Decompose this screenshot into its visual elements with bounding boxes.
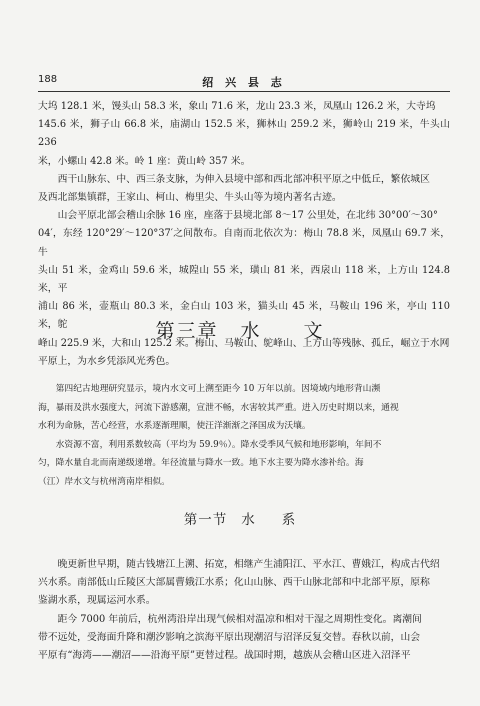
text-line: 大坞 128.1 米，馒头山 58.3 米，象山 71.6 米，龙山 23.3 米，凤凰山 126.2 米，大寺坞 bbox=[38, 101, 436, 112]
text-line: 米，小螺山 42.8 米。岭 1 座：黄山岭 357 米。 bbox=[38, 155, 251, 167]
text-line: 晚更新世早期，随古钱塘江上溯、拓宽，相继产生浦阳江、平水江、曹娥江，构成古代绍 bbox=[57, 559, 440, 570]
text-line: 西干山脉东、中、西三条支脉，为伸入县境中部和西北部冲积平原之中低丘，繁依城区 bbox=[57, 173, 430, 185]
text-line: 山会平原北部会稽山余脉 16 座，座落于县境北部 8～17 公里处，在北纬 30°00′～30° bbox=[57, 210, 438, 222]
text-line: 04′，东经 120°29′～120°37′之间散布。自南而北依次为：梅山 78.8 米，凤凰山 69.7 米，牛 bbox=[38, 228, 450, 258]
page-header bbox=[38, 74, 450, 90]
text-line: 145.6 米，狮子山 66.8 米，庙湖山 152.5 米，狮林山 259.2 米，狮岭山 219 米，牛头山 236 bbox=[38, 119, 450, 149]
text-line: 头山 51 米，金鸡山 59.6 米，城隍山 55 米，璜山 81 米，西扆山 118 米，上方山 124.8 米，平 bbox=[38, 264, 450, 295]
text-line: 鉴湖水系，现属运河水系。 bbox=[38, 595, 156, 607]
header-rule bbox=[38, 91, 450, 92]
text-line: 兴水系。南部低山丘陵区大部属曹娥江水系；化山山脉、西干山脉北部和中北部平原，原称 bbox=[38, 577, 430, 589]
chapter-intro bbox=[38, 380, 450, 492]
section-title bbox=[0, 508, 480, 528]
page-number: 188 bbox=[38, 74, 58, 85]
paragraph-continued bbox=[38, 98, 450, 171]
text-line: 第四纪古地理研究显示，境内水文可上溯至距今 10 万年以前。因境域内地形背山濒 bbox=[55, 384, 381, 394]
paragraph-xigan bbox=[38, 171, 450, 207]
text-line: 匀，降水量自北而南递级递增。年径流量与降水一致。地下水主要为降水渗补给。海 bbox=[38, 458, 364, 469]
text-line: 海，暴雨及洪水强度大，河流下游感潮，宣泄不畅，水害较其严重。进入历史时期以来，通视 bbox=[38, 402, 399, 413]
text-line: （江）岸水文与杭州湾南岸相似。 bbox=[38, 476, 170, 487]
text-line: 峰山 225.9 米，大和山 125.2 米。梅山、马鞍山、鸵峰山、上方山等残脉、孤丘，崛立于水网 bbox=[38, 337, 450, 349]
chapter-title bbox=[0, 316, 480, 343]
text-line: 带不远处，受海面升降和潮汐影响之滨海平原出现潮沼与沼泽反复交替。春秋以前，山会 bbox=[38, 631, 421, 643]
section-title-char: 系 bbox=[281, 512, 297, 528]
paragraph-shanhui bbox=[38, 207, 450, 371]
paragraph-late-pleistocene bbox=[38, 556, 450, 611]
intro-paragraph bbox=[38, 436, 450, 492]
intro-paragraph bbox=[38, 380, 450, 436]
running-title: 绍 兴 县 志 bbox=[202, 76, 286, 89]
section-title-char: 水 bbox=[241, 512, 256, 528]
text-line: 平原上，为水乡凭添风光秀色。 bbox=[38, 355, 176, 367]
bottom-text-block bbox=[38, 556, 450, 665]
text-line: 水资源不富，利用系数较高（平均为 59.9％）。降水受季风气候和地形影响，年间不 bbox=[55, 439, 382, 450]
section-number: 第一节 bbox=[183, 512, 228, 528]
paragraph-7000-years bbox=[38, 611, 450, 666]
chapter-number: 第三章 bbox=[155, 320, 219, 342]
chapter-title-char: 水 bbox=[240, 320, 262, 342]
text-line: 距今 7000 年前后，杭州湾沿岸出现气候相对温凉和相对干湿之周期性变化。离潮间 bbox=[57, 613, 422, 625]
chapter-title-char: 文 bbox=[303, 320, 325, 342]
text-line: 浦山 86 米，壶瓶山 80.3 米，金白山 103 米，猫头山 45 米，马鞍山 196 米，亭山 110 米，鸵 bbox=[38, 301, 450, 331]
text-line: 平原有“海湾——潮沼——沿海平原”更替过程。战国时期，越族从会稽山区进入沼泽平 bbox=[38, 650, 411, 662]
text-line: 及西北部集镇群，王家山、柯山、梅里尖、牛头山等为境内著名古迹。 bbox=[38, 192, 342, 204]
text-line: 水利为命脉，苦心经营，水系逐渐理顺，使汪洋渐渐之泽国成为沃壤。 bbox=[38, 421, 311, 432]
